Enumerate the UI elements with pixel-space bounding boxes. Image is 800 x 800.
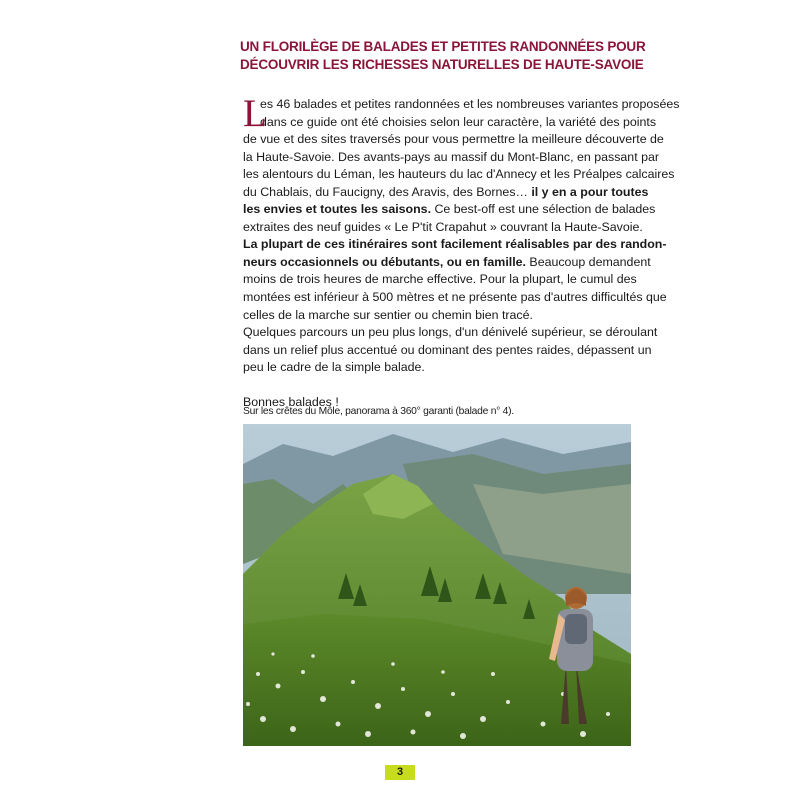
- heading-line-1: UN FLORILÈGE DE BALADES ET PETITES RANDONNÉES POUR: [240, 39, 646, 54]
- text-line: de vue et des sites traversés pour vous permettre la meilleure découverte de: [243, 132, 664, 147]
- page-number: 3: [385, 765, 415, 780]
- text-line: celles de la marche sur sentier ou chemin bien tracé.: [243, 307, 533, 322]
- text-line: dans un relief plus accentué ou dominant des pentes raides, dépassent un: [243, 342, 652, 357]
- text-line: peu le cadre de la simple balade.: [243, 360, 425, 375]
- closing-line: Bonnes balades !: [243, 395, 339, 410]
- blank-line: [243, 377, 632, 395]
- emphasis-run: les envies et toutes les saisons.: [243, 202, 432, 217]
- text-run: du Chablais, du Faucigny, des Aravis, des Bornes…: [243, 184, 532, 199]
- intro-text: [243, 92, 680, 412]
- section-heading: [240, 38, 646, 74]
- text-line: la Haute-Savoie. Des avants-pays au massif du Mont-Blanc, en passant par: [243, 149, 659, 164]
- text-line: [243, 254, 651, 272]
- text-line: La plupart de ces itinéraires sont facilement réalisables par des randon-: [243, 237, 667, 252]
- text-line: Quelques parcours un peu plus longs, d'un dénivelé supérieur, se déroulant: [243, 325, 658, 340]
- landscape-photo: [243, 424, 631, 746]
- emphasis-run: neurs occasionnels ou débutants, ou en famille.: [243, 254, 526, 269]
- text-line: extraites des neuf guides « Le P'tit Crapahut » couvrant la Haute-Savoie.: [243, 219, 643, 234]
- heading-line-2: DÉCOUVRIR LES RICHESSES NATURELLES DE HAUTE-SAVOIE: [240, 57, 644, 72]
- text-line: [243, 201, 656, 219]
- text-line: dans ce guide ont été choisies selon leur caractère, la variété des points: [260, 114, 657, 129]
- text-line: moins de trois heures de marche effective. Pour la plupart, le cumul des: [243, 272, 637, 287]
- emphasis-run: il y en a pour toutes: [531, 184, 649, 199]
- drop-cap: L: [243, 92, 267, 135]
- photo-caption: Sur les crêtes du Môle, panorama à 360° garanti (balade n° 4).: [243, 406, 514, 417]
- text-run: Ce best-off est une sélection de balades: [431, 202, 656, 217]
- text-line: es 46 balades et petites randonnées et les nombreuses variantes proposées: [260, 97, 680, 111]
- text-line: montées est inférieur à 500 mètres et ne présente pas d'autres difficultés que: [243, 290, 667, 305]
- text-run: Beaucoup demandent: [525, 254, 651, 269]
- text-line: [243, 184, 649, 202]
- text-line: les alentours du Léman, les hauteurs du lac d'Annecy et les Préalpes calcaires: [243, 167, 675, 182]
